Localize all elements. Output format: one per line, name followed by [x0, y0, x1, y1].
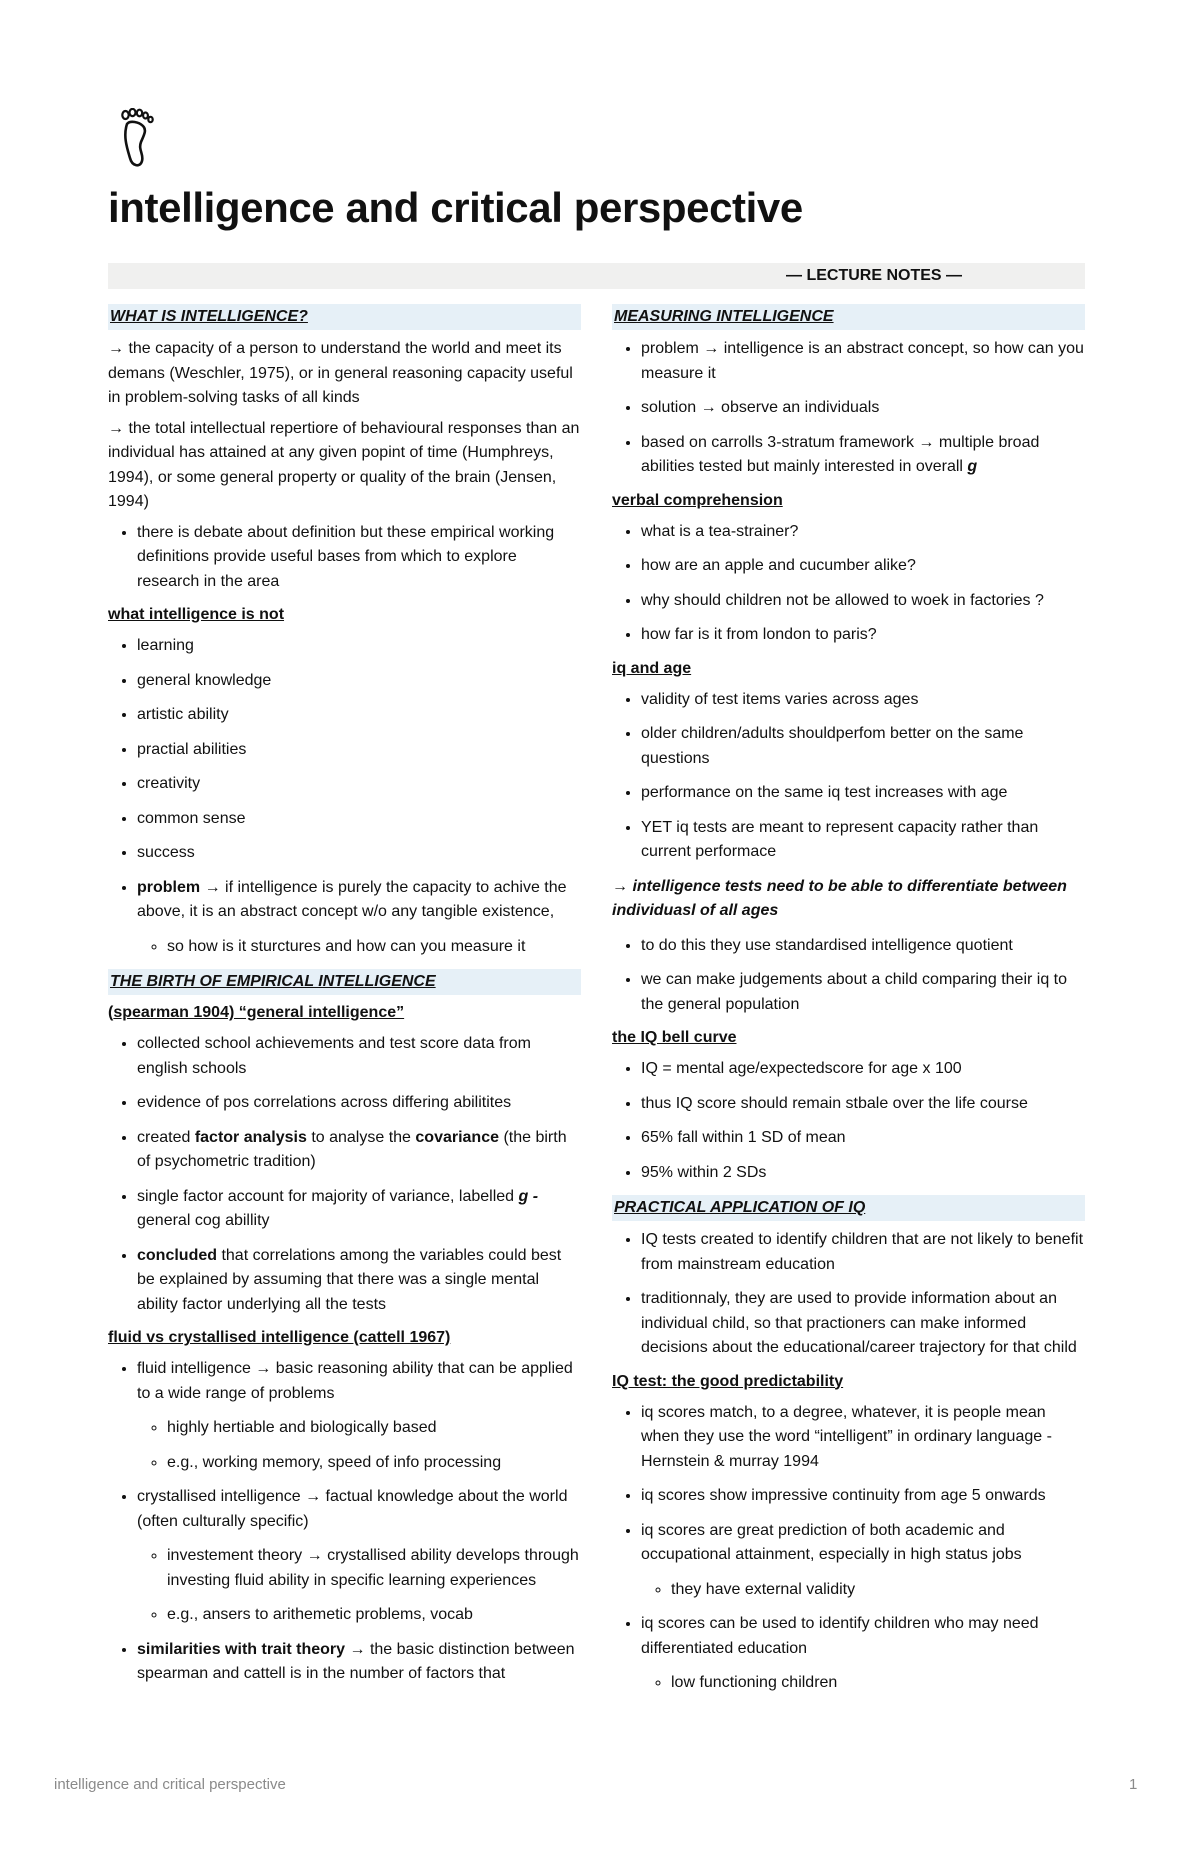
list-item: • iq scores can be used to identify children who may need differentiated education ◦ low functioning children — [641, 1612, 1085, 1696]
list-item: • thus IQ score should remain stbale over the life course — [641, 1092, 1085, 1117]
subheading-not: what intelligence is not — [108, 606, 285, 623]
list-item: • IQ = mental age/expectedscore for age x 100 — [641, 1057, 1085, 1082]
list-item: ◦ so how is it sturctures and how can you measure it — [167, 935, 581, 960]
list-item: • performance on the same iq test increases with age — [641, 781, 1085, 806]
list-item: • validity of test items varies across ages — [641, 688, 1085, 713]
list-item: • we can make judgements about a child comparing their iq to the general population — [641, 968, 1085, 1017]
section-heading-practical: PRACTICAL APPLICATION OF IQ — [612, 1195, 1085, 1221]
list-item: • based on carrolls 3-stratum framework → multiple broad abilities tested but mainly interested in overall g — [641, 431, 1085, 480]
list-item: ◦ highly hertiable and biologically based — [167, 1416, 581, 1441]
verbal-list — [612, 520, 1085, 648]
list-item: • traditionnaly, they are used to provide information about an individual child, so that practioners can make informed decisions about the educational/career trajectory for that child — [641, 1287, 1085, 1361]
practical-list — [612, 1228, 1085, 1361]
right-column — [612, 304, 1085, 1706]
subheading-bell-curve: the IQ bell curve — [612, 1029, 737, 1046]
list-item: • YET iq tests are meant to represent capacity rather than current performace — [641, 816, 1085, 865]
list-item: ◦ e.g., ansers to arithemetic problems, vocab — [167, 1603, 581, 1628]
fluid-list — [108, 1357, 581, 1687]
list-item: • practial abilities — [137, 738, 581, 763]
list-item: • IQ tests created to identify children that are not likely to benefit from mainstream education — [641, 1228, 1085, 1277]
list-item: • fluid intelligence → basic reasoning ability that can be applied to a wide range of problems ◦ highly hertiable and biologically based ◦ e.g., working memory, speed of info processing — [137, 1357, 581, 1475]
list-item — [137, 876, 581, 960]
list-item: • iq scores show impressive continuity from age 5 onwards — [641, 1484, 1085, 1509]
problem-sublist — [137, 935, 581, 960]
list-item: • 95% within 2 SDs — [641, 1161, 1085, 1186]
subheading-spearman: (spearman 1904) “general intelligence” — [108, 1004, 405, 1021]
list-item: • to do this they use standardised intelligence quotient — [641, 934, 1085, 959]
definition-humphreys: → the total intellectual repertiore of behavioural responses than an individual has attained at any given popint of time (Humphreys, 1994), or some general property or quality of the brain (Jensen, 1994) — [108, 419, 580, 510]
age-list — [612, 688, 1085, 865]
list-item: • single factor account for majority of variance, labelled g - general cog abillity — [137, 1185, 581, 1234]
banner-label: — LECTURE NOTES — — [786, 267, 963, 284]
problem-label: problem — [137, 878, 201, 896]
left-column — [108, 304, 581, 1697]
page-title: intelligence and critical perspective — [108, 184, 803, 231]
subheading-predictability: IQ test: the good predictability — [612, 1372, 844, 1390]
list-item: • evidence of pos correlations across differing abilitites — [137, 1091, 581, 1116]
footer-title: intelligence and critical perspective — [54, 1776, 286, 1793]
list-item: • how are an apple and cucumber alike? — [641, 554, 1085, 579]
page-number: 1 — [1129, 1776, 1138, 1793]
footprint-icon — [121, 108, 155, 170]
age-list-2 — [612, 934, 1085, 1018]
predict-list — [612, 1401, 1085, 1696]
section-heading-measuring: MEASURING INTELLIGENCE — [612, 304, 1085, 330]
list-item: • similarities with trait theory → the basic distinction between spearman and cattell is in the number of factors that — [137, 1638, 581, 1687]
subheading-age: iq and age — [612, 659, 692, 677]
predict-sublist — [641, 1578, 1085, 1603]
list-item: ◦ e.g., working memory, speed of info processing — [167, 1451, 581, 1476]
subheading-verbal: verbal comprehension — [612, 491, 783, 509]
list-item: • why should children not be allowed to woek in factories ? — [641, 589, 1085, 614]
list-item: • artistic ability — [137, 703, 581, 728]
definition-list — [108, 521, 581, 595]
list-item: • solution → observe an individuals — [641, 396, 1085, 421]
list-item: • common sense — [137, 807, 581, 832]
list-item: • how far is it from london to paris? — [641, 623, 1085, 648]
definition-weschler: → the capacity of a person to understand the world and meet its demans (Weschler, 1975), or in general reasoning capacity useful in problem-solving tasks of all kinds — [108, 340, 573, 406]
list-item: • collected school achievements and test score data from english schools — [137, 1032, 581, 1081]
list-item: • what is a tea-strainer? — [641, 520, 1085, 545]
list-item: • learning — [137, 634, 581, 659]
list-item: • problem → intelligence is an abstract concept, so how can you measure it — [641, 337, 1085, 386]
list-item: ◦ investement theory → crystallised ability develops through investing fluid ability in specific learning experiences — [167, 1544, 581, 1593]
list-item: ◦ low functioning children — [671, 1671, 1085, 1696]
lecture-notes-banner — [108, 263, 1085, 289]
list-item: • crystallised intelligence → factual knowledge about the world (often culturally specific) ◦ investement theory → crystallised ability develops through investing fluid ability in specific learning experiences ◦ e.g., ansers to arithemetic problems, vocab — [137, 1485, 581, 1628]
age-conclusion: → intelligence tests need to be able to differentiate between individuasl of all ages — [612, 877, 1067, 919]
subheading-fluid: fluid vs crystallised intelligence (cattell 1967) — [108, 1329, 451, 1346]
problem-text: → if intelligence is purely the capacity to achive the above, it is an abstract concept w/o any tangible existence, — [137, 878, 567, 920]
measuring-list — [612, 337, 1085, 480]
birth-list — [108, 1032, 581, 1317]
predict-sublist-2 — [641, 1671, 1085, 1696]
list-item: • older children/adults shouldperfom better on the same questions — [641, 722, 1085, 771]
bell-list — [612, 1057, 1085, 1185]
list-item: • success — [137, 841, 581, 866]
list-item: • concluded that correlations among the variables could best be explained by assuming that there was a single mental ability factor underlying all the tests — [137, 1244, 581, 1318]
section-heading-birth: THE BIRTH OF EMPIRICAL INTELLIGENCE — [108, 969, 581, 995]
crystallised-sublist — [137, 1544, 581, 1628]
section-heading-what-is: WHAT IS INTELLIGENCE? — [108, 304, 581, 330]
list-item: • iq scores match, to a degree, whatever, it is people mean when they use the word “intelligent” in ordinary language - Hernstein & murray 1994 — [641, 1401, 1085, 1475]
fluid-sublist — [137, 1416, 581, 1475]
list-item: • iq scores are great prediction of both academic and occupational attainment, especially in high status jobs ◦ they have external validity — [641, 1519, 1085, 1603]
not-list — [108, 634, 581, 959]
list-item: • general knowledge — [137, 669, 581, 694]
list-item: • 65% fall within 1 SD of mean — [641, 1126, 1085, 1151]
list-item: • there is debate about definition but these empirical working definitions provide useful bases from which to explore research in the area — [137, 521, 581, 595]
list-item: • creativity — [137, 772, 581, 797]
list-item: • created factor analysis to analyse the covariance (the birth of psychometric tradition) — [137, 1126, 581, 1175]
list-item: ◦ they have external validity — [671, 1578, 1085, 1603]
